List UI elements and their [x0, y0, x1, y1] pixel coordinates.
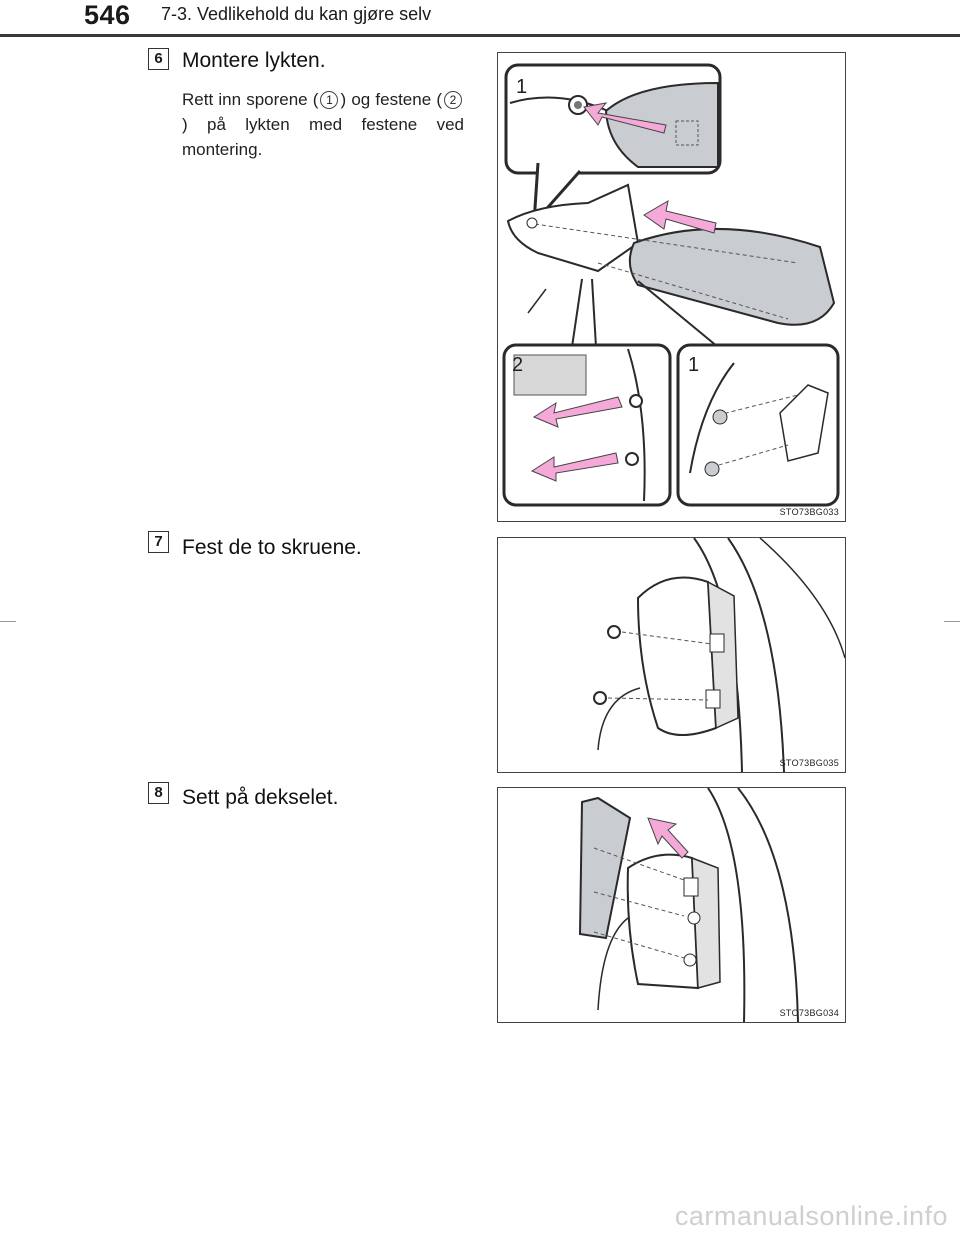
svg-text:1: 1	[516, 76, 528, 98]
desc-text-2: ) og festene (	[340, 90, 442, 109]
figure-step-6	[497, 52, 846, 522]
step-7-title: Fest de to skruene.	[182, 536, 362, 559]
watermark: carmanualsonline.info	[674, 1201, 948, 1231]
desc-text-3: ) på lykten med festene ved montering.	[182, 115, 464, 159]
step-number-6: 6	[148, 48, 169, 70]
header-rule	[0, 34, 960, 37]
figure-step-8	[497, 787, 846, 1023]
step-6-title: Montere lykten.	[182, 49, 326, 72]
crop-mark-right	[944, 621, 960, 622]
callout-1-icon: 1	[320, 91, 338, 109]
screws-illustration	[498, 538, 845, 772]
page-number: 546	[84, 0, 131, 30]
step-6-description	[182, 87, 464, 162]
tail-lamp-install-illustration	[498, 53, 845, 521]
step-number-7: 7	[148, 531, 169, 553]
step-number-8: 8	[148, 782, 169, 804]
svg-text:1: 1	[688, 354, 700, 376]
section-title: 7-3. Vedlikehold du kan gjøre selv	[161, 4, 432, 24]
figure-code: STO73BG033	[779, 507, 839, 517]
desc-text-1: Rett inn sporene (	[182, 90, 319, 109]
figure-step-7	[497, 537, 846, 773]
callout-2-icon: 2	[444, 91, 462, 109]
figure-code: STO73BG035	[779, 758, 839, 768]
svg-text:2: 2	[512, 354, 524, 376]
page-header	[0, 0, 960, 40]
figure-code: STO73BG034	[779, 1008, 839, 1018]
cover-install-illustration	[498, 788, 845, 1022]
crop-mark-left	[0, 621, 16, 622]
step-8-title: Sett på dekselet.	[182, 786, 339, 809]
